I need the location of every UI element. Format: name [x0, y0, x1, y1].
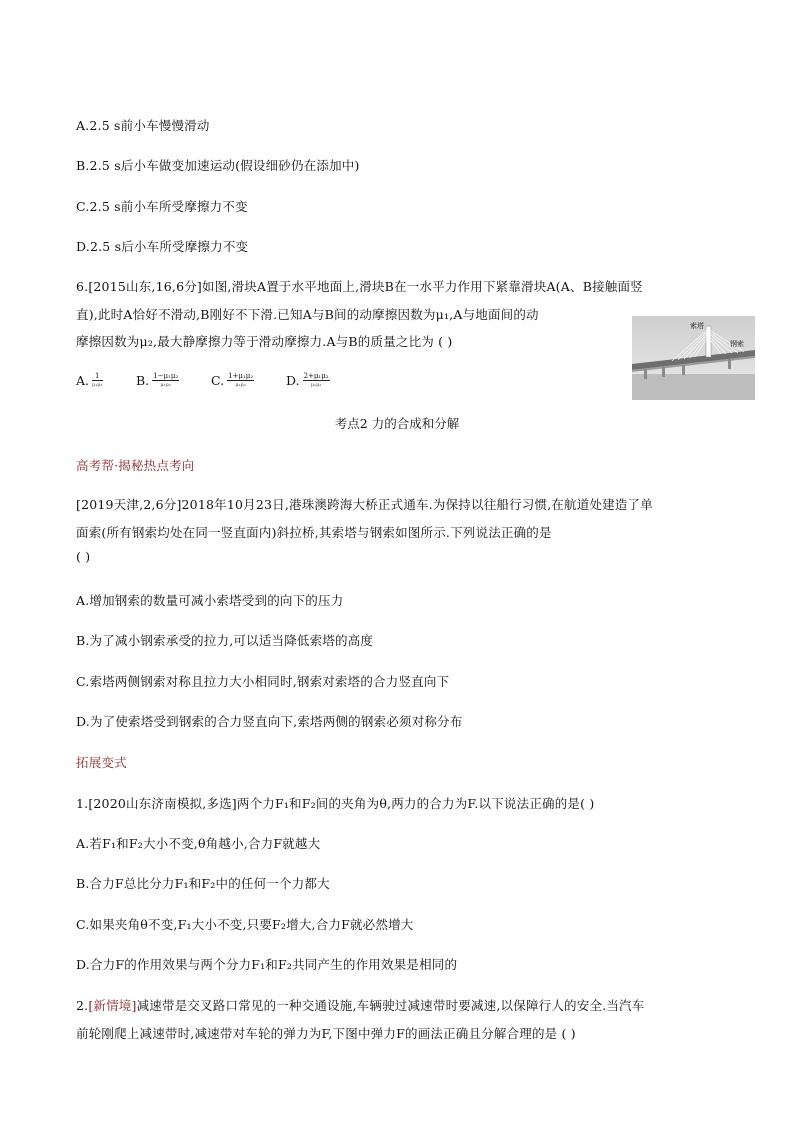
- q1-line: 1.[2020山东济南模拟,多选]两个力F₁和F₂间的夹角为θ,两力的合力为F.以下说法正确的是( ): [76, 796, 595, 811]
- q-tianjin-line3: ( ): [76, 549, 91, 564]
- q-tianjin-line1: [2019天津,2,6分]2018年10月23日,港珠澳跨海大桥正式通车.为保持以往船行习惯,在航道处建造了单: [76, 497, 653, 512]
- q6-choice-b-num: 1−μ₁μ₂: [153, 372, 179, 380]
- q6-choice-a-label: A.: [76, 373, 90, 388]
- q6-choice-c-den: μ₁μ₂: [235, 382, 246, 388]
- q6-line1: 6.[2015山东,16,6分]如图,滑块A置于水平地面上,滑块B在一水平力作用下紧靠滑块A(A、B接触面竖: [76, 279, 643, 294]
- section-title: 考点2 力的合成和分解: [334, 416, 460, 431]
- q6-choice-b-label: B.: [136, 373, 150, 388]
- q-tianjin-line2: 面索(所有钢索均处在同一竖直面内)斜拉桥,其索塔与钢索如图所示.下列说法正确的是: [76, 525, 552, 540]
- tuozhan-label: 拓展变式: [76, 755, 127, 770]
- q2-tag: [新情境]: [88, 998, 137, 1013]
- q6-choice-d-label: D.: [286, 373, 300, 388]
- photo-label-cable: 钢索: [730, 340, 744, 348]
- q6-choice-d-num: 2+μ₁μ₂: [303, 372, 329, 380]
- q2-line2: 前轮刚爬上减速带时,减速带对车轮的弹力为F,下图中弹力F的画法正确且分解合理的是 ( ): [76, 1026, 576, 1041]
- bridge-photo: [632, 316, 755, 400]
- q6-choice-c-num: 1+μ₁μ₂: [228, 372, 254, 380]
- gaokao-label: 高考帮·揭秘热点考向: [76, 458, 195, 473]
- option-a-top: A.2.5 s前小车慢慢滑动: [76, 118, 210, 133]
- q6-choice-b-den: μ₁μ₂: [160, 382, 171, 388]
- q2-line1: [76, 996, 644, 1014]
- photo-label-tower: 索塔: [690, 322, 704, 330]
- q-tianjin-option-d: D.为了使索塔受到钢索的合力竖直向下,索塔两侧的钢索必须对称分布: [76, 714, 463, 729]
- q2-number: 2.: [76, 998, 89, 1013]
- q2-line1-text: 减速带是交叉路口常见的一种交通设施,车辆驶过减速带时要减速,以保障行人的安全.当汽车: [136, 998, 645, 1013]
- q6-choice-a-den: μ₁μ₂: [92, 382, 103, 388]
- q1-option-c: C.如果夹角θ不变,F₁大小不变,只要F₂增大,合力F就必然增大: [76, 917, 414, 932]
- q6-choice-a: [76, 372, 106, 389]
- q6-choice-d: [286, 372, 333, 389]
- q6-choice-c: [211, 372, 257, 389]
- q1-option-a: A.若F₁和F₂大小不变,θ角越小,合力F就越大: [76, 836, 321, 851]
- q6-line3: 摩擦因数为μ₂,最大静摩擦力等于滑动摩擦力.A与B的质量之比为 ( ): [76, 334, 453, 349]
- q6-choice-d-den: μ₁μ₂: [310, 382, 322, 388]
- q-tianjin-option-b: B.为了减小钢索承受的拉力,可以适当降低索塔的高度: [76, 633, 374, 648]
- option-b-top: B.2.5 s后小车做变加速运动(假设细砂仍在添加中): [76, 158, 360, 173]
- q1-option-d: D.合力F的作用效果与两个分力F₁和F₂共同产生的作用效果是相同的: [76, 957, 458, 972]
- q6-choice-a-fraction: [92, 372, 103, 389]
- q6-choice-c-label: C.: [211, 373, 225, 388]
- option-d-top: D.2.5 s后小车所受摩擦力不变: [76, 239, 249, 254]
- option-c-top: C.2.5 s前小车所受摩擦力不变: [76, 199, 248, 214]
- q6-choice-b: [136, 372, 182, 389]
- q6-choice-c-fraction: [227, 372, 254, 389]
- q-tianjin-option-c: C.索塔两侧钢索对称且拉力大小相同时,钢索对索塔的合力竖直向下: [76, 674, 450, 689]
- q6-line2: 直),此时A恰好不滑动,B刚好不下滑.已知A与B间的动摩擦因数为μ₁,A与地面间的动: [76, 307, 539, 322]
- q-tianjin-option-a: A.增加钢索的数量可减小索塔受到的向下的压力: [76, 593, 344, 608]
- q6-choice-b-fraction: [152, 372, 179, 389]
- q6-choice-a-num: 1: [92, 372, 103, 381]
- q1-option-b: B.合力F总比分力F₁和F₂中的任何一个力都大: [76, 876, 330, 891]
- q6-choice-d-fraction: [303, 372, 330, 389]
